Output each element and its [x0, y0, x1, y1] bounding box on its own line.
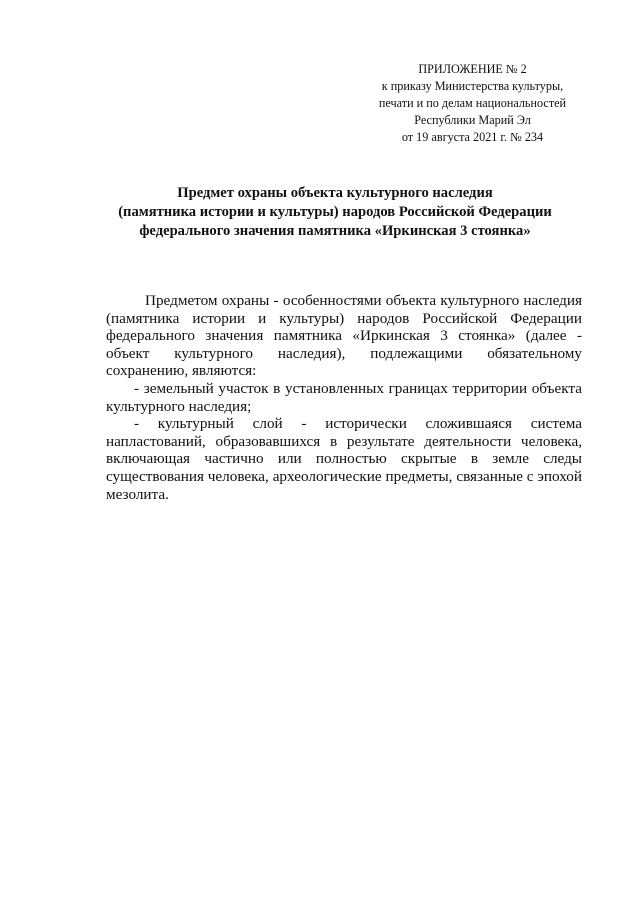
title-line-3: федерального значения памятника «Иркинская 3 стоянка»: [139, 223, 531, 239]
document-body: [106, 292, 582, 503]
appendix-republic-line: Республики Марий Эл: [414, 113, 531, 127]
appendix-ministry-line: печати и по делам национальностей: [378, 96, 567, 110]
appendix-header: [340, 61, 605, 146]
appendix-order-line: к приказу Министерства культуры,: [381, 79, 564, 93]
appendix-number: ПРИЛОЖЕНИЕ № 2: [418, 62, 527, 76]
title-line-1: Предмет охраны объекта культурного наследия: [177, 185, 493, 201]
appendix-date-line: от 19 августа 2021 г. № 234: [401, 130, 544, 144]
list-item-cultural-layer: - культурный слой - исторически сложившаяся система напластований, образовавшихся в результате деятельности человека, включающая частично или полностью скрытые в земле следы существования человека, археологические предметы, связанные с эпохой мезолита.: [106, 415, 582, 503]
document-title: [80, 184, 590, 241]
list-item-land-plot: - земельный участок в установленных границах территории объекта культурного наследия;: [106, 379, 582, 415]
title-line-2: (памятника истории и культуры) народов Российской Федерации: [118, 204, 552, 220]
intro-paragraph: Предметом охраны - особенностями объекта культурного наследия (памятника истории и культуры) народов Российской Федерации федерального значения памятника «Иркинская 3 стоянка» (далее - объект культурного наследия), подлежащими обязательному сохранению, являются:: [106, 292, 582, 380]
